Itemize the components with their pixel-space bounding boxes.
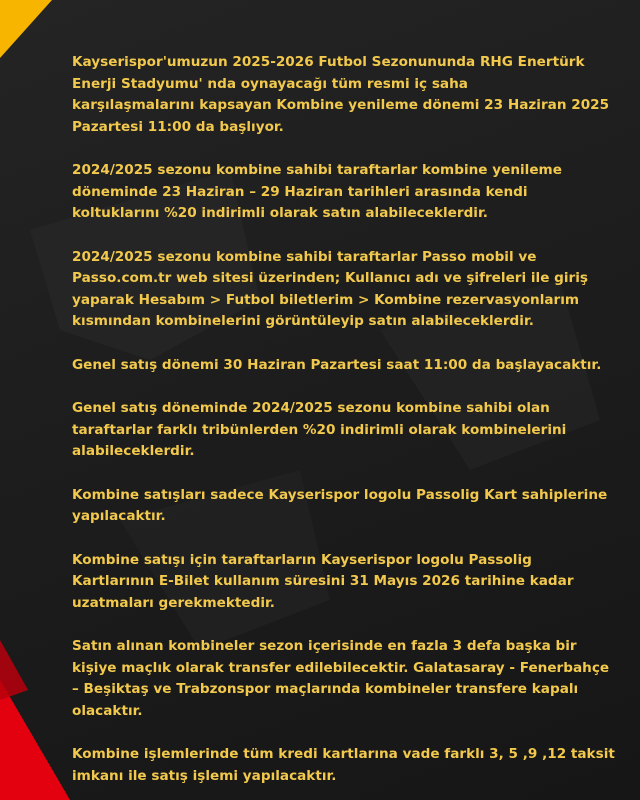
text-line: olacaktır. (72, 702, 143, 719)
paragraph-6 (72, 485, 608, 528)
text-line: karşılaşmalarını kapsayan Kombine yenileme dönemi 23 Haziran 2025 (72, 97, 610, 113)
text-line: 2024/2025 sezonu kombine sahibi taraftarlar Passo mobil ve (72, 248, 537, 265)
paragraph-8 (72, 636, 610, 722)
paragraph-2 (72, 160, 602, 225)
text-line: Enerji Stadyumu' nda oynayacağı tüm resmi iç saha (72, 75, 468, 92)
paragraph-3 (72, 247, 602, 333)
text-line: koltuklarını %20 indirimli olarak satın alabileceklerdir. (72, 205, 488, 221)
text-line: Satın alınan kombineler sezon içerisinde en fazla 3 defa başka bir (72, 638, 577, 654)
text-line: Kayserispor'umuzun 2025-2026 Futbol Sezonununda RHG Enertürk (72, 54, 585, 70)
paragraph-4 (72, 355, 602, 377)
text-line: Genel satış dönemi 30 Haziran Pazartesi saat 11:00 da başlayacaktır. (72, 356, 602, 373)
paragraph-5 (72, 398, 602, 463)
text-line: döneminde 23 Haziran – 29 Haziran tarihleri arasında kendi (72, 183, 528, 200)
announcement-text (72, 52, 615, 800)
text-line: Genel satış döneminde 2024/2025 sezonu kombine sahibi olan (72, 400, 550, 416)
corner-accent-yellow (0, 0, 52, 58)
text-line: Kombine satışı için taraftarların Kayserispor logolu Passolig (72, 551, 532, 568)
text-line: kişiye maçlık olarak transfer edilebilecektir. Galatasaray - Fenerbahçe (72, 659, 610, 676)
corner-accent-red-dark (0, 640, 28, 700)
text-line: alabileceklerdir. (72, 443, 195, 459)
text-line: 2024/2025 sezonu kombine sahibi taraftarlar kombine yenileme (72, 162, 562, 178)
text-line: Kombine satışları sadece Kayserispor logolu Passolig Kart sahiplerine (72, 486, 608, 503)
corner-accent-red (0, 680, 70, 800)
paragraph-9 (72, 744, 615, 787)
text-line: Kartlarının E-Bilet kullanım süresini 31 Mayıs 2026 tarihine kadar (72, 573, 574, 589)
paragraph-1 (72, 52, 610, 138)
paragraph-7 (72, 550, 602, 615)
text-line: uzatmaları gerekmektedir. (72, 594, 275, 611)
text-line: – Beşiktaş ve Trabzonspor maçlarında kombineler transfere kapalı (72, 681, 579, 697)
text-line: kısmından kombinelerini görüntüleyip satın alabileceklerdir. (72, 313, 534, 329)
text-line: Kombine işlemlerinde tüm kredi kartlarına vade farklı 3, 5 ,9 ,12 taksit (72, 746, 615, 762)
text-line: yaparak Hesabım > Futbol biletlerim > Kombine rezervasyonlarım (72, 291, 580, 308)
text-line: yapılacaktır. (72, 508, 166, 524)
text-line: imkanı ile satış işlemi yapılacaktır. (72, 767, 337, 784)
text-line: taraftarlar farklı tribünlerden %20 indirimli olarak kombinelerini (72, 421, 567, 438)
text-line: Pazartesi 11:00 da başlıyor. (72, 118, 284, 135)
text-line: Passo.com.tr web sitesi üzerinden; Kullanıcı adı ve şifreleri ile giriş (72, 270, 588, 286)
